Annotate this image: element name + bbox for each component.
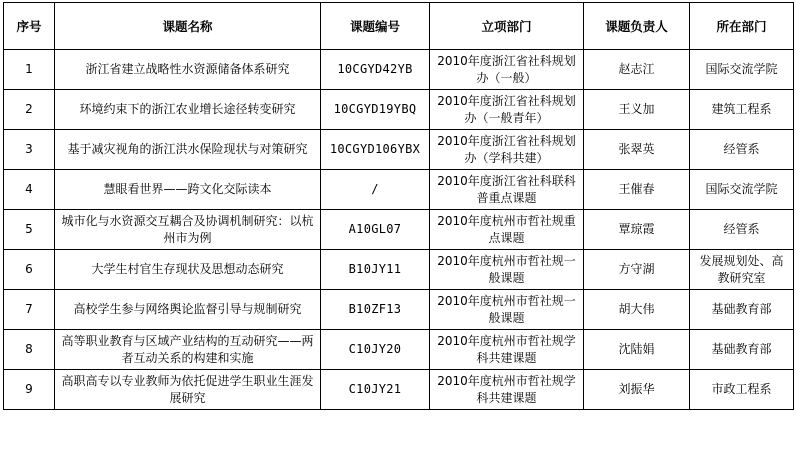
cell-code: 10CGYD42YB [321, 50, 430, 90]
cell-title: 高等职业教育与区域产业结构的互动研究——两者互动关系的构建和实施 [55, 330, 321, 370]
cell-no: 7 [4, 290, 55, 330]
table-row [4, 210, 794, 250]
table-row [4, 330, 794, 370]
cell-code: 10CGYD19YBQ [321, 90, 430, 130]
cell-leader: 胡大伟 [584, 290, 690, 330]
cell-code: / [321, 170, 430, 210]
table-row [4, 250, 794, 290]
cell-code: B10JY11 [321, 250, 430, 290]
cell-dept: 市政工程系 [690, 370, 794, 410]
header-row [4, 3, 794, 50]
cell-source: 2010年度杭州市哲社规学科共建课题 [430, 330, 584, 370]
projects-table [3, 2, 794, 410]
cell-leader: 张翠英 [584, 130, 690, 170]
cell-no: 4 [4, 170, 55, 210]
table-row [4, 90, 794, 130]
cell-source: 2010年度杭州市哲社规重点课题 [430, 210, 584, 250]
cell-leader: 王催春 [584, 170, 690, 210]
table-row [4, 370, 794, 410]
cell-dept: 发展规划处、高教研究室 [690, 250, 794, 290]
cell-title: 浙江省建立战略性水资源储备体系研究 [55, 50, 321, 90]
cell-dept: 经管系 [690, 130, 794, 170]
cell-code: C10JY21 [321, 370, 430, 410]
cell-code: 10CGYD106YBX [321, 130, 430, 170]
cell-title: 城市化与水资源交互耦合及协调机制研究：以杭州市为例 [55, 210, 321, 250]
cell-code: B10ZF13 [321, 290, 430, 330]
table-row [4, 50, 794, 90]
header-code: 课题编号 [321, 3, 430, 50]
cell-no: 8 [4, 330, 55, 370]
cell-title: 慧眼看世界——跨文化交际读本 [55, 170, 321, 210]
header-no: 序号 [4, 3, 55, 50]
cell-no: 1 [4, 50, 55, 90]
cell-code: A10GL07 [321, 210, 430, 250]
cell-leader: 赵志江 [584, 50, 690, 90]
cell-title: 环境约束下的浙江农业增长途径转变研究 [55, 90, 321, 130]
cell-no: 5 [4, 210, 55, 250]
cell-dept: 国际交流学院 [690, 50, 794, 90]
cell-source: 2010年度浙江省社科规划办（学科共建） [430, 130, 584, 170]
cell-dept: 建筑工程系 [690, 90, 794, 130]
cell-source: 2010年度杭州市哲社规一般课题 [430, 290, 584, 330]
header-title: 课题名称 [55, 3, 321, 50]
header-dept: 所在部门 [690, 3, 794, 50]
cell-no: 6 [4, 250, 55, 290]
cell-no: 2 [4, 90, 55, 130]
cell-no: 9 [4, 370, 55, 410]
header-leader: 课题负责人 [584, 3, 690, 50]
cell-title: 大学生村官生存现状及思想动态研究 [55, 250, 321, 290]
cell-source: 2010年度杭州市哲社规一般课题 [430, 250, 584, 290]
cell-source: 2010年度杭州市哲社规学科共建课题 [430, 370, 584, 410]
table-row [4, 130, 794, 170]
table-row [4, 170, 794, 210]
cell-dept: 经管系 [690, 210, 794, 250]
cell-leader: 沈陆娟 [584, 330, 690, 370]
table-row [4, 290, 794, 330]
cell-leader: 王义加 [584, 90, 690, 130]
cell-title: 高校学生参与网络舆论监督引导与规制研究 [55, 290, 321, 330]
cell-title: 高职高专以专业教师为依托促进学生职业生涯发展研究 [55, 370, 321, 410]
cell-dept: 基础教育部 [690, 330, 794, 370]
cell-dept: 国际交流学院 [690, 170, 794, 210]
table-body [4, 50, 794, 410]
cell-leader: 刘振华 [584, 370, 690, 410]
cell-leader: 方守湖 [584, 250, 690, 290]
cell-source: 2010年度浙江省社科联科普重点课题 [430, 170, 584, 210]
cell-no: 3 [4, 130, 55, 170]
cell-title: 基于减灾视角的浙江洪水保险现状与对策研究 [55, 130, 321, 170]
cell-dept: 基础教育部 [690, 290, 794, 330]
cell-source: 2010年度浙江省社科规划办（一般） [430, 50, 584, 90]
cell-leader: 覃琼霞 [584, 210, 690, 250]
cell-code: C10JY20 [321, 330, 430, 370]
cell-source: 2010年度浙江省社科规划办（一般青年） [430, 90, 584, 130]
header-source: 立项部门 [430, 3, 584, 50]
